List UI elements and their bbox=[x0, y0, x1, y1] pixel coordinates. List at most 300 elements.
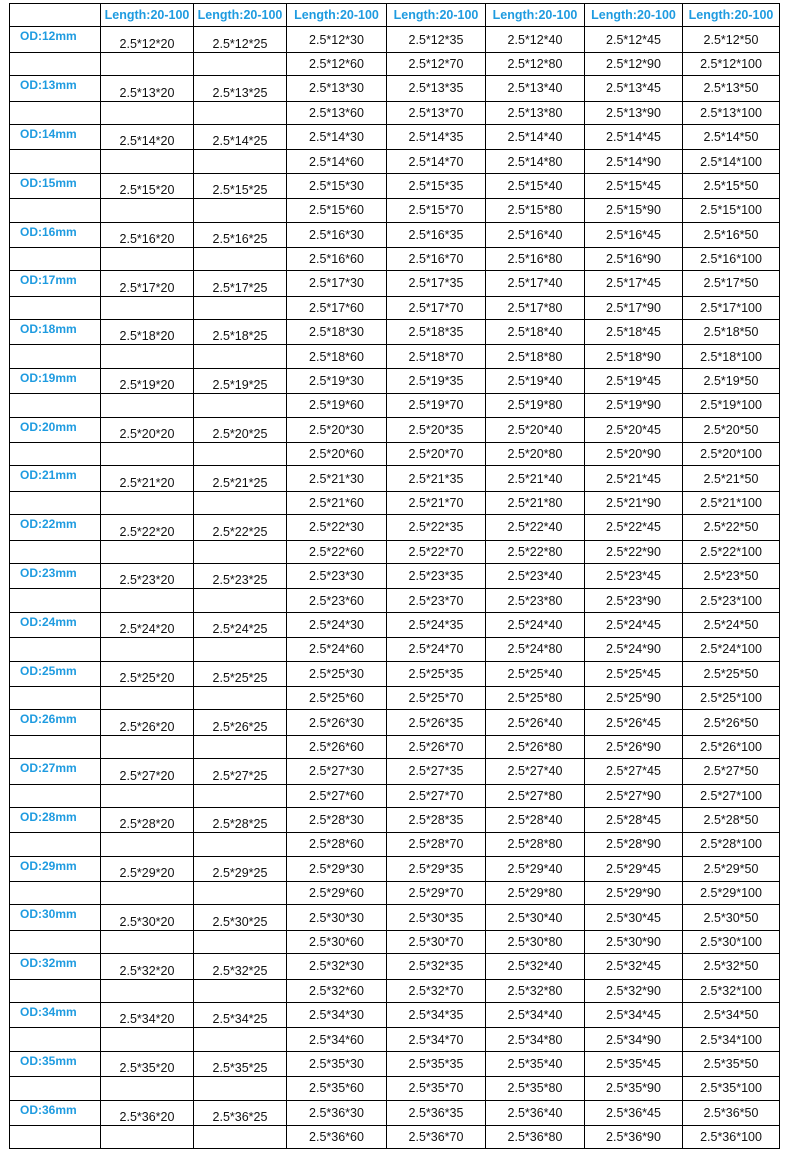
size-cell: 2.5*23*60 bbox=[287, 589, 387, 612]
od-label: OD:19mm bbox=[10, 368, 101, 393]
size-cell: 2.5*30*20 bbox=[101, 905, 194, 930]
table-row bbox=[10, 1003, 780, 1028]
size-cell bbox=[194, 296, 287, 319]
size-cell: 2.5*26*60 bbox=[287, 735, 387, 758]
size-cell: 2.5*20*50 bbox=[683, 417, 780, 442]
od-empty-cell bbox=[10, 199, 101, 222]
size-cell: 2.5*30*80 bbox=[486, 930, 585, 953]
table-row bbox=[10, 1125, 780, 1148]
header-cell-length: Length:20-100 bbox=[287, 4, 387, 27]
size-cell: 2.5*35*25 bbox=[194, 1051, 287, 1076]
size-cell: 2.5*23*40 bbox=[486, 563, 585, 588]
size-cell: 2.5*19*50 bbox=[683, 368, 780, 393]
size-cell bbox=[101, 150, 194, 173]
size-cell: 2.5*16*90 bbox=[585, 247, 683, 270]
size-cell: 2.5*14*30 bbox=[287, 124, 387, 149]
size-cell: 2.5*34*40 bbox=[486, 1003, 585, 1028]
size-cell: 2.5*34*60 bbox=[287, 1028, 387, 1051]
size-cell: 2.5*36*100 bbox=[683, 1125, 780, 1148]
size-cell: 2.5*34*100 bbox=[683, 1028, 780, 1051]
table-row bbox=[10, 52, 780, 75]
od-empty-cell bbox=[10, 247, 101, 270]
size-cell: 2.5*30*70 bbox=[387, 930, 486, 953]
size-cell: 2.5*17*35 bbox=[387, 271, 486, 296]
od-label: OD:25mm bbox=[10, 661, 101, 686]
table-row bbox=[10, 368, 780, 393]
table-row bbox=[10, 76, 780, 101]
size-cell: 2.5*25*35 bbox=[387, 661, 486, 686]
size-cell: 2.5*19*80 bbox=[486, 394, 585, 417]
size-cell: 2.5*28*20 bbox=[101, 807, 194, 832]
size-cell: 2.5*35*30 bbox=[287, 1051, 387, 1076]
size-cell: 2.5*17*70 bbox=[387, 296, 486, 319]
size-cell: 2.5*14*80 bbox=[486, 150, 585, 173]
size-cell: 2.5*20*35 bbox=[387, 417, 486, 442]
table-row bbox=[10, 222, 780, 247]
size-cell: 2.5*21*60 bbox=[287, 491, 387, 514]
size-cell: 2.5*15*40 bbox=[486, 173, 585, 198]
size-cell: 2.5*22*100 bbox=[683, 540, 780, 563]
size-cell bbox=[194, 394, 287, 417]
size-cell: 2.5*36*20 bbox=[101, 1100, 194, 1125]
size-cell: 2.5*34*35 bbox=[387, 1003, 486, 1028]
table-row bbox=[10, 1077, 780, 1100]
size-cell: 2.5*26*50 bbox=[683, 710, 780, 735]
od-label: OD:14mm bbox=[10, 124, 101, 149]
size-cell: 2.5*14*35 bbox=[387, 124, 486, 149]
size-cell: 2.5*18*25 bbox=[194, 320, 287, 345]
header-row bbox=[10, 4, 780, 27]
size-cell: 2.5*21*40 bbox=[486, 466, 585, 491]
size-cell: 2.5*22*90 bbox=[585, 540, 683, 563]
size-cell: 2.5*20*40 bbox=[486, 417, 585, 442]
size-cell: 2.5*25*100 bbox=[683, 686, 780, 709]
size-cell bbox=[101, 882, 194, 905]
od-empty-cell bbox=[10, 101, 101, 124]
size-cell: 2.5*15*90 bbox=[585, 199, 683, 222]
od-label: OD:17mm bbox=[10, 271, 101, 296]
size-cell: 2.5*20*90 bbox=[585, 443, 683, 466]
size-cell: 2.5*36*50 bbox=[683, 1100, 780, 1125]
size-cell: 2.5*35*70 bbox=[387, 1077, 486, 1100]
size-cell: 2.5*28*30 bbox=[287, 807, 387, 832]
size-cell: 2.5*16*80 bbox=[486, 247, 585, 270]
od-empty-cell bbox=[10, 394, 101, 417]
size-cell: 2.5*12*70 bbox=[387, 52, 486, 75]
size-cell: 2.5*17*20 bbox=[101, 271, 194, 296]
size-cell: 2.5*17*90 bbox=[585, 296, 683, 319]
size-cell bbox=[101, 199, 194, 222]
size-cell: 2.5*28*80 bbox=[486, 833, 585, 856]
size-cell bbox=[101, 638, 194, 661]
table-body bbox=[10, 27, 780, 1149]
size-cell: 2.5*16*25 bbox=[194, 222, 287, 247]
size-cell: 2.5*29*80 bbox=[486, 882, 585, 905]
size-cell: 2.5*28*25 bbox=[194, 807, 287, 832]
size-cell: 2.5*25*25 bbox=[194, 661, 287, 686]
size-cell: 2.5*24*70 bbox=[387, 638, 486, 661]
size-cell: 2.5*14*20 bbox=[101, 124, 194, 149]
size-cell: 2.5*32*60 bbox=[287, 979, 387, 1002]
size-cell: 2.5*13*70 bbox=[387, 101, 486, 124]
size-cell bbox=[101, 979, 194, 1002]
size-cell: 2.5*32*80 bbox=[486, 979, 585, 1002]
size-cell: 2.5*30*60 bbox=[287, 930, 387, 953]
size-cell bbox=[194, 735, 287, 758]
size-cell: 2.5*12*35 bbox=[387, 27, 486, 52]
size-cell: 2.5*18*70 bbox=[387, 345, 486, 368]
header-cell-corner bbox=[10, 4, 101, 27]
size-cell: 2.5*12*90 bbox=[585, 52, 683, 75]
table-row bbox=[10, 882, 780, 905]
size-cell bbox=[194, 882, 287, 905]
size-cell bbox=[194, 784, 287, 807]
size-cell: 2.5*22*40 bbox=[486, 515, 585, 540]
size-cell: 2.5*16*40 bbox=[486, 222, 585, 247]
size-cell: 2.5*34*50 bbox=[683, 1003, 780, 1028]
size-cell: 2.5*24*25 bbox=[194, 612, 287, 637]
od-label: OD:13mm bbox=[10, 76, 101, 101]
size-cell: 2.5*23*35 bbox=[387, 563, 486, 588]
size-cell: 2.5*27*70 bbox=[387, 784, 486, 807]
od-empty-cell bbox=[10, 150, 101, 173]
size-cell: 2.5*29*35 bbox=[387, 856, 486, 881]
size-cell: 2.5*29*100 bbox=[683, 882, 780, 905]
od-label: OD:27mm bbox=[10, 759, 101, 784]
od-empty-cell bbox=[10, 882, 101, 905]
size-cell: 2.5*26*30 bbox=[287, 710, 387, 735]
size-cell bbox=[194, 345, 287, 368]
size-cell: 2.5*12*50 bbox=[683, 27, 780, 52]
size-cell: 2.5*29*40 bbox=[486, 856, 585, 881]
table-row bbox=[10, 930, 780, 953]
size-cell bbox=[194, 686, 287, 709]
size-cell: 2.5*12*20 bbox=[101, 27, 194, 52]
size-cell: 2.5*23*30 bbox=[287, 563, 387, 588]
size-cell: 2.5*13*80 bbox=[486, 101, 585, 124]
size-cell: 2.5*19*70 bbox=[387, 394, 486, 417]
size-cell: 2.5*28*40 bbox=[486, 807, 585, 832]
size-cell: 2.5*17*25 bbox=[194, 271, 287, 296]
table-row bbox=[10, 345, 780, 368]
size-cell bbox=[101, 784, 194, 807]
table-row bbox=[10, 271, 780, 296]
size-cell: 2.5*21*25 bbox=[194, 466, 287, 491]
size-cell: 2.5*12*40 bbox=[486, 27, 585, 52]
size-cell: 2.5*30*45 bbox=[585, 905, 683, 930]
size-cell: 2.5*22*45 bbox=[585, 515, 683, 540]
size-cell: 2.5*14*25 bbox=[194, 124, 287, 149]
od-label: OD:29mm bbox=[10, 856, 101, 881]
size-cell: 2.5*16*100 bbox=[683, 247, 780, 270]
size-cell: 2.5*25*90 bbox=[585, 686, 683, 709]
size-cell: 2.5*30*50 bbox=[683, 905, 780, 930]
size-cell: 2.5*16*20 bbox=[101, 222, 194, 247]
size-cell: 2.5*36*60 bbox=[287, 1125, 387, 1148]
size-cell bbox=[194, 833, 287, 856]
size-cell: 2.5*14*40 bbox=[486, 124, 585, 149]
size-cell bbox=[101, 394, 194, 417]
size-cell: 2.5*24*40 bbox=[486, 612, 585, 637]
size-cell: 2.5*26*40 bbox=[486, 710, 585, 735]
size-cell: 2.5*14*90 bbox=[585, 150, 683, 173]
size-cell: 2.5*18*30 bbox=[287, 320, 387, 345]
size-cell: 2.5*26*35 bbox=[387, 710, 486, 735]
size-cell: 2.5*15*45 bbox=[585, 173, 683, 198]
size-cell: 2.5*15*60 bbox=[287, 199, 387, 222]
size-cell: 2.5*18*50 bbox=[683, 320, 780, 345]
size-cell: 2.5*19*35 bbox=[387, 368, 486, 393]
size-cell: 2.5*15*50 bbox=[683, 173, 780, 198]
table-row bbox=[10, 27, 780, 52]
table-row bbox=[10, 784, 780, 807]
size-cell: 2.5*35*50 bbox=[683, 1051, 780, 1076]
table-row bbox=[10, 124, 780, 149]
size-cell: 2.5*21*20 bbox=[101, 466, 194, 491]
size-cell bbox=[101, 589, 194, 612]
size-cell: 2.5*24*90 bbox=[585, 638, 683, 661]
od-empty-cell bbox=[10, 443, 101, 466]
size-cell: 2.5*14*60 bbox=[287, 150, 387, 173]
size-cell: 2.5*17*100 bbox=[683, 296, 780, 319]
size-cell: 2.5*27*90 bbox=[585, 784, 683, 807]
size-cell: 2.5*29*30 bbox=[287, 856, 387, 881]
size-cell: 2.5*14*70 bbox=[387, 150, 486, 173]
size-cell: 2.5*14*100 bbox=[683, 150, 780, 173]
size-cell: 2.5*36*90 bbox=[585, 1125, 683, 1148]
size-cell: 2.5*24*35 bbox=[387, 612, 486, 637]
size-cell: 2.5*29*60 bbox=[287, 882, 387, 905]
size-cell: 2.5*17*30 bbox=[287, 271, 387, 296]
size-cell: 2.5*22*70 bbox=[387, 540, 486, 563]
size-cell: 2.5*21*100 bbox=[683, 491, 780, 514]
size-cell: 2.5*27*25 bbox=[194, 759, 287, 784]
od-label: OD:26mm bbox=[10, 710, 101, 735]
table-row bbox=[10, 247, 780, 270]
size-cell: 2.5*18*100 bbox=[683, 345, 780, 368]
size-cell: 2.5*26*25 bbox=[194, 710, 287, 735]
table-row bbox=[10, 954, 780, 979]
size-cell: 2.5*29*90 bbox=[585, 882, 683, 905]
size-cell: 2.5*12*45 bbox=[585, 27, 683, 52]
size-cell: 2.5*13*100 bbox=[683, 101, 780, 124]
size-cell: 2.5*18*45 bbox=[585, 320, 683, 345]
size-cell: 2.5*17*80 bbox=[486, 296, 585, 319]
size-cell: 2.5*28*35 bbox=[387, 807, 486, 832]
table-row bbox=[10, 466, 780, 491]
size-cell bbox=[101, 1125, 194, 1148]
size-cell: 2.5*22*30 bbox=[287, 515, 387, 540]
size-cell: 2.5*15*100 bbox=[683, 199, 780, 222]
size-cell: 2.5*13*45 bbox=[585, 76, 683, 101]
size-cell: 2.5*23*70 bbox=[387, 589, 486, 612]
size-cell: 2.5*29*70 bbox=[387, 882, 486, 905]
size-cell: 2.5*21*30 bbox=[287, 466, 387, 491]
size-cell: 2.5*35*40 bbox=[486, 1051, 585, 1076]
size-cell: 2.5*35*100 bbox=[683, 1077, 780, 1100]
od-label: OD:21mm bbox=[10, 466, 101, 491]
size-cell: 2.5*19*60 bbox=[287, 394, 387, 417]
size-cell: 2.5*27*20 bbox=[101, 759, 194, 784]
size-cell: 2.5*20*20 bbox=[101, 417, 194, 442]
size-cell: 2.5*28*90 bbox=[585, 833, 683, 856]
size-cell: 2.5*20*25 bbox=[194, 417, 287, 442]
table-row bbox=[10, 735, 780, 758]
header-cell-length: Length:20-100 bbox=[194, 4, 287, 27]
size-cell: 2.5*32*100 bbox=[683, 979, 780, 1002]
size-cell: 2.5*17*60 bbox=[287, 296, 387, 319]
table-row bbox=[10, 759, 780, 784]
size-cell: 2.5*28*50 bbox=[683, 807, 780, 832]
size-cell: 2.5*20*60 bbox=[287, 443, 387, 466]
size-cell: 2.5*35*60 bbox=[287, 1077, 387, 1100]
size-cell: 2.5*25*70 bbox=[387, 686, 486, 709]
size-cell bbox=[101, 930, 194, 953]
size-cell: 2.5*15*80 bbox=[486, 199, 585, 222]
size-cell: 2.5*18*20 bbox=[101, 320, 194, 345]
size-cell: 2.5*28*45 bbox=[585, 807, 683, 832]
size-cell: 2.5*36*80 bbox=[486, 1125, 585, 1148]
size-cell bbox=[194, 150, 287, 173]
size-cell: 2.5*13*90 bbox=[585, 101, 683, 124]
od-empty-cell bbox=[10, 296, 101, 319]
size-cell: 2.5*22*60 bbox=[287, 540, 387, 563]
size-cell: 2.5*25*40 bbox=[486, 661, 585, 686]
size-cell: 2.5*18*35 bbox=[387, 320, 486, 345]
table-row bbox=[10, 612, 780, 637]
od-empty-cell bbox=[10, 784, 101, 807]
size-cell: 2.5*24*45 bbox=[585, 612, 683, 637]
size-cell: 2.5*36*35 bbox=[387, 1100, 486, 1125]
size-cell: 2.5*13*60 bbox=[287, 101, 387, 124]
size-cell: 2.5*16*50 bbox=[683, 222, 780, 247]
size-cell bbox=[101, 1077, 194, 1100]
size-cell: 2.5*19*100 bbox=[683, 394, 780, 417]
size-cell: 2.5*24*80 bbox=[486, 638, 585, 661]
size-cell: 2.5*36*70 bbox=[387, 1125, 486, 1148]
size-cell bbox=[101, 540, 194, 563]
size-cell: 2.5*16*45 bbox=[585, 222, 683, 247]
size-cell: 2.5*21*90 bbox=[585, 491, 683, 514]
size-cell: 2.5*15*25 bbox=[194, 173, 287, 198]
size-cell: 2.5*25*60 bbox=[287, 686, 387, 709]
table-row bbox=[10, 540, 780, 563]
size-cell: 2.5*13*35 bbox=[387, 76, 486, 101]
size-cell: 2.5*23*100 bbox=[683, 589, 780, 612]
size-cell: 2.5*32*45 bbox=[585, 954, 683, 979]
size-cell: 2.5*22*20 bbox=[101, 515, 194, 540]
size-cell: 2.5*30*30 bbox=[287, 905, 387, 930]
od-label: OD:15mm bbox=[10, 173, 101, 198]
size-cell: 2.5*32*20 bbox=[101, 954, 194, 979]
size-cell: 2.5*15*20 bbox=[101, 173, 194, 198]
size-spec-table bbox=[9, 3, 780, 1149]
size-cell: 2.5*19*45 bbox=[585, 368, 683, 393]
table-row bbox=[10, 589, 780, 612]
od-empty-cell bbox=[10, 345, 101, 368]
size-cell: 2.5*18*80 bbox=[486, 345, 585, 368]
table-row bbox=[10, 710, 780, 735]
size-cell: 2.5*35*80 bbox=[486, 1077, 585, 1100]
size-cell: 2.5*34*80 bbox=[486, 1028, 585, 1051]
table-row bbox=[10, 515, 780, 540]
size-cell: 2.5*19*90 bbox=[585, 394, 683, 417]
size-cell bbox=[101, 345, 194, 368]
size-cell: 2.5*27*45 bbox=[585, 759, 683, 784]
table-row bbox=[10, 856, 780, 881]
od-empty-cell bbox=[10, 930, 101, 953]
size-cell: 2.5*16*35 bbox=[387, 222, 486, 247]
size-cell: 2.5*21*50 bbox=[683, 466, 780, 491]
size-cell: 2.5*24*30 bbox=[287, 612, 387, 637]
size-cell: 2.5*22*80 bbox=[486, 540, 585, 563]
table-row bbox=[10, 296, 780, 319]
size-cell: 2.5*30*100 bbox=[683, 930, 780, 953]
od-empty-cell bbox=[10, 1125, 101, 1148]
size-cell bbox=[101, 52, 194, 75]
size-cell: 2.5*18*60 bbox=[287, 345, 387, 368]
size-cell bbox=[101, 735, 194, 758]
size-cell: 2.5*30*35 bbox=[387, 905, 486, 930]
header-cell-length: Length:20-100 bbox=[585, 4, 683, 27]
od-empty-cell bbox=[10, 491, 101, 514]
size-cell: 2.5*27*35 bbox=[387, 759, 486, 784]
size-cell: 2.5*17*50 bbox=[683, 271, 780, 296]
size-cell: 2.5*35*20 bbox=[101, 1051, 194, 1076]
size-cell: 2.5*32*25 bbox=[194, 954, 287, 979]
header-cell-length: Length:20-100 bbox=[101, 4, 194, 27]
size-cell bbox=[101, 443, 194, 466]
od-label: OD:20mm bbox=[10, 417, 101, 442]
size-cell: 2.5*23*80 bbox=[486, 589, 585, 612]
size-cell: 2.5*13*30 bbox=[287, 76, 387, 101]
size-cell: 2.5*32*35 bbox=[387, 954, 486, 979]
size-cell bbox=[101, 296, 194, 319]
size-cell: 2.5*19*20 bbox=[101, 368, 194, 393]
size-cell bbox=[194, 1077, 287, 1100]
size-cell: 2.5*34*20 bbox=[101, 1003, 194, 1028]
size-cell: 2.5*27*30 bbox=[287, 759, 387, 784]
size-cell: 2.5*32*90 bbox=[585, 979, 683, 1002]
table-row bbox=[10, 979, 780, 1002]
od-empty-cell bbox=[10, 52, 101, 75]
size-cell: 2.5*16*30 bbox=[287, 222, 387, 247]
table-row bbox=[10, 491, 780, 514]
size-cell: 2.5*12*80 bbox=[486, 52, 585, 75]
size-cell: 2.5*35*90 bbox=[585, 1077, 683, 1100]
size-cell: 2.5*23*45 bbox=[585, 563, 683, 588]
size-cell: 2.5*25*80 bbox=[486, 686, 585, 709]
size-cell bbox=[101, 101, 194, 124]
size-cell: 2.5*26*45 bbox=[585, 710, 683, 735]
header-cell-length: Length:20-100 bbox=[486, 4, 585, 27]
size-cell: 2.5*24*60 bbox=[287, 638, 387, 661]
od-label: OD:22mm bbox=[10, 515, 101, 540]
size-cell: 2.5*28*70 bbox=[387, 833, 486, 856]
size-cell: 2.5*26*90 bbox=[585, 735, 683, 758]
size-cell: 2.5*20*45 bbox=[585, 417, 683, 442]
size-cell: 2.5*27*60 bbox=[287, 784, 387, 807]
size-cell bbox=[101, 833, 194, 856]
od-empty-cell bbox=[10, 540, 101, 563]
size-cell bbox=[101, 686, 194, 709]
table-row bbox=[10, 1100, 780, 1125]
size-cell bbox=[101, 491, 194, 514]
size-cell: 2.5*25*45 bbox=[585, 661, 683, 686]
od-label: OD:18mm bbox=[10, 320, 101, 345]
size-cell bbox=[194, 1125, 287, 1148]
od-label: OD:12mm bbox=[10, 27, 101, 52]
